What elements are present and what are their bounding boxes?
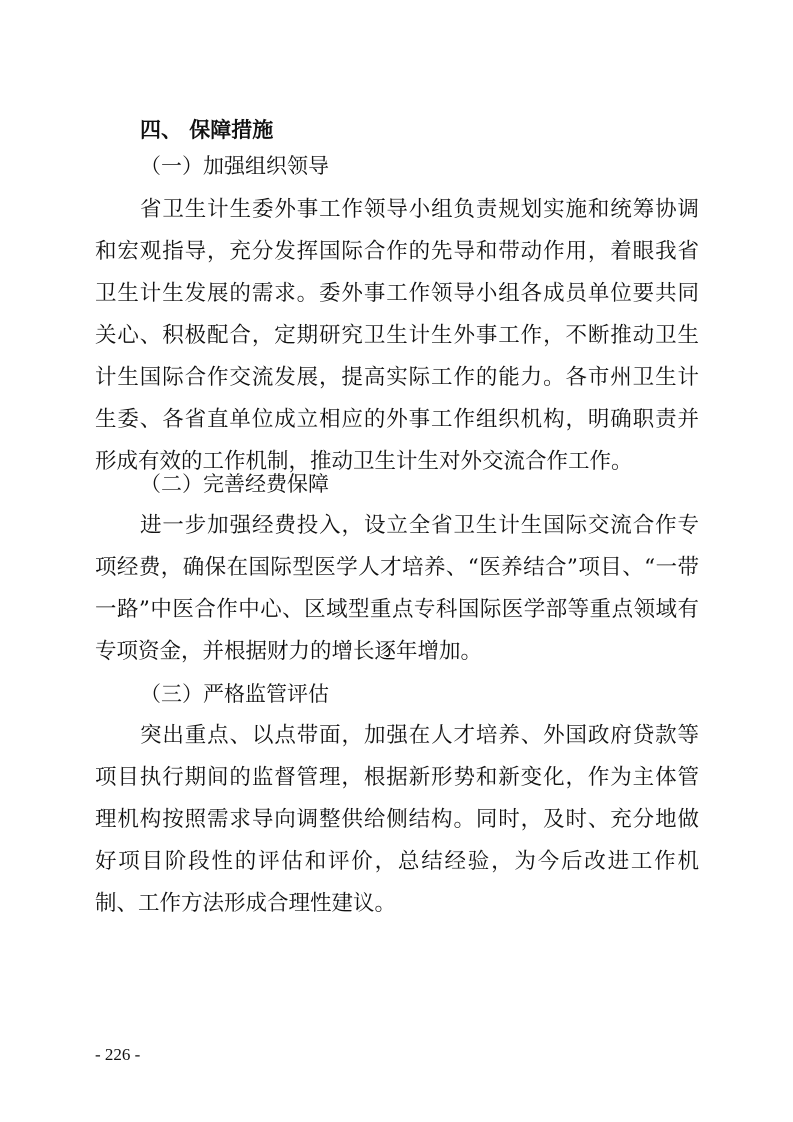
page-number: - 226 - xyxy=(95,1045,141,1064)
paragraph-line: 进一步加强经费投入，设立全省卫生计生国际交流合作专 xyxy=(140,513,699,538)
paragraph-line: 理机构按照需求导向调整供给侧结构。同时，及时、充分地做 xyxy=(95,807,699,832)
paragraph-line: 形成有效的工作机制，推动卫生计生对外交流合作工作。 xyxy=(95,449,633,474)
paragraph-line: 好项目阶段性的评估和评价，总结经验，为今后改进工作机 xyxy=(95,849,699,874)
paragraph-line: 突出重点、以点带面，加强在人才培养、外国政府贷款等 xyxy=(140,723,699,748)
paragraph-line: 专项资金，并根据财力的增长逐年增加。 xyxy=(95,639,483,664)
section-title: 四、 保障措施 xyxy=(140,118,274,142)
paragraph-line: 项目执行期间的监督管理，根据新形势和新变化，作为主体管 xyxy=(95,765,699,790)
subsection-heading: （一）加强组织领导 xyxy=(140,154,329,178)
paragraph-line: 生委、各省直单位成立相应的外事工作组织机构，明确职责并 xyxy=(95,407,699,432)
subsection-heading: （二）完善经费保障 xyxy=(140,472,329,496)
paragraph-line: 一路”中医合作中心、区域型重点专科国际医学部等重点领域有 xyxy=(95,597,699,622)
paragraph-line: 卫生计生发展的需求。委外事工作领导小组各成员单位要共同 xyxy=(95,281,699,306)
paragraph-line: 制、工作方法形成合理性建议。 xyxy=(95,891,397,916)
paragraph-line: 计生国际合作交流发展，提高实际工作的能力。各市州卫生计 xyxy=(95,365,699,390)
paragraph-line: 项经费，确保在国际型医学人才培养、“医养结合”项目、“一带 xyxy=(95,555,699,580)
paragraph-line: 关心、积极配合，定期研究卫生计生外事工作，不断推动卫生 xyxy=(95,323,699,348)
paragraph-line: 省卫生计生委外事工作领导小组负责规划实施和统筹协调 xyxy=(140,197,699,222)
paragraph-line: 和宏观指导，充分发挥国际合作的先导和带动作用，着眼我省 xyxy=(95,239,699,264)
subsection-heading: （三）严格监管评估 xyxy=(140,682,329,706)
